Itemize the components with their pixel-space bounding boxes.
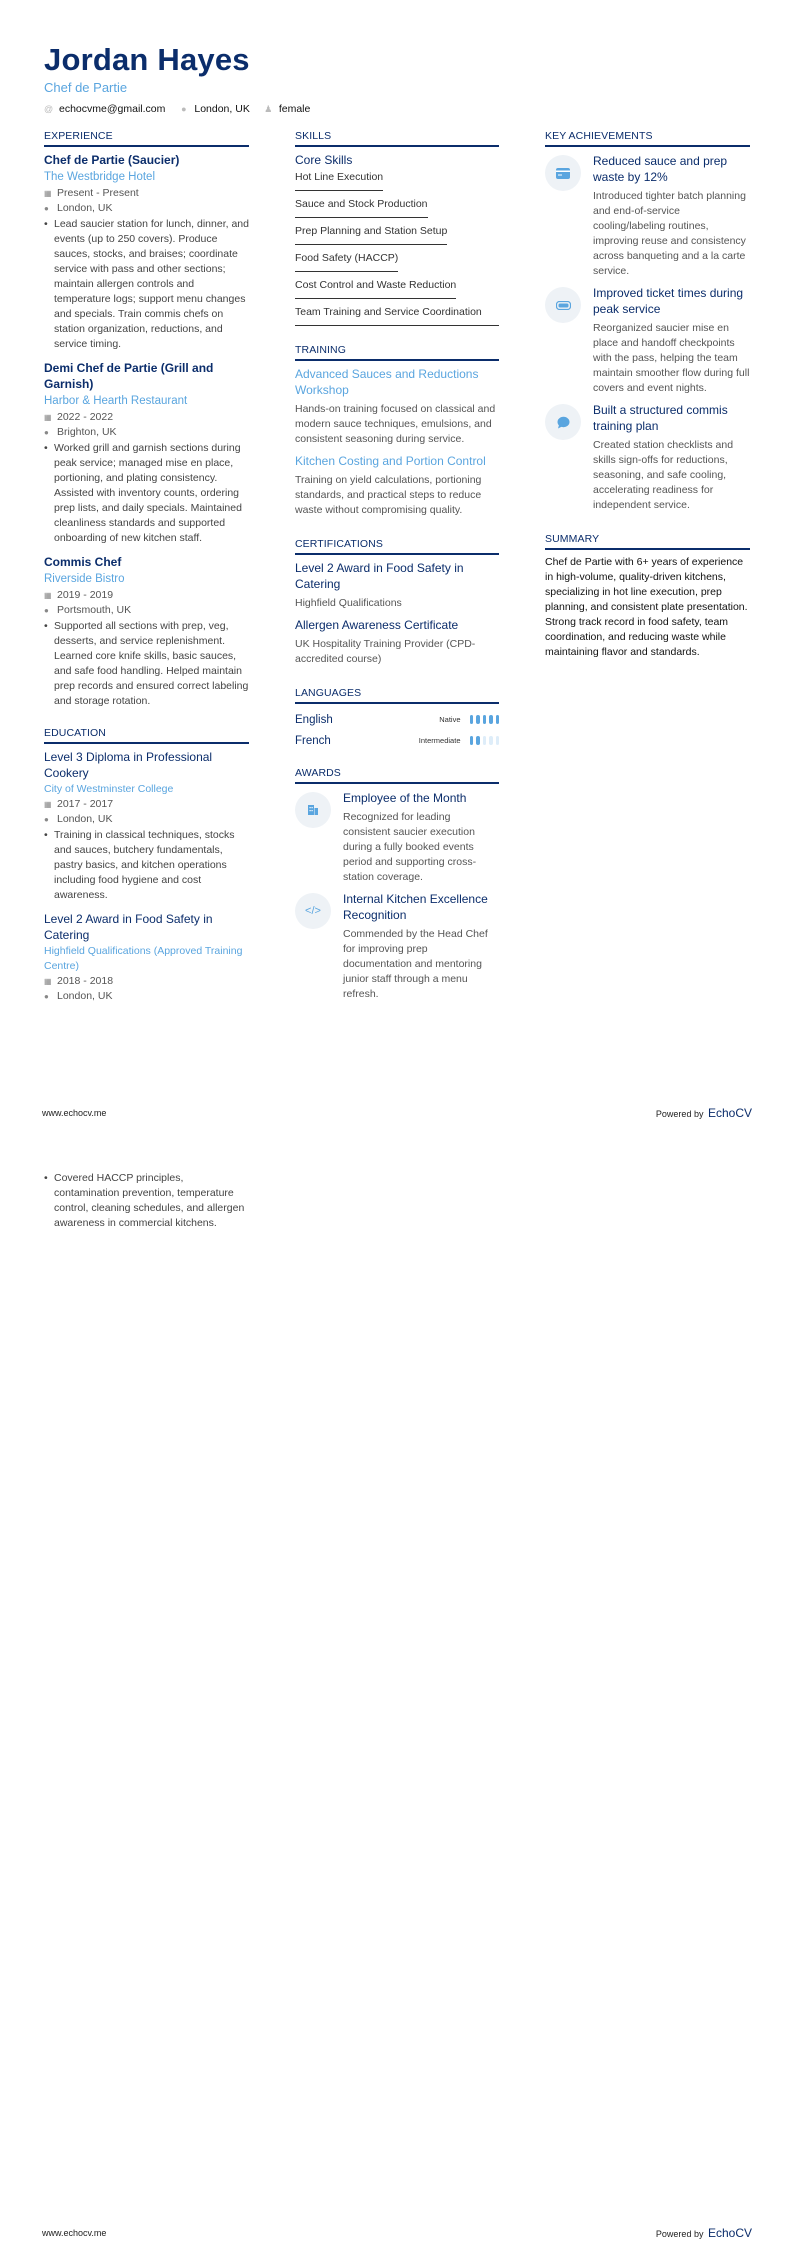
experience-item [44,152,249,352]
website-link[interactable]: www.echocv.me [42,1108,107,1118]
education-item [44,749,249,903]
proficiency-dots [467,715,500,724]
award-title: Employee of the Month [343,791,467,805]
language-level: Intermediate [418,736,461,745]
bullet-icon: • [44,218,48,230]
certifications-heading: CERTIFICATIONS [295,538,499,555]
calendar-icon: ▦ [44,412,52,422]
map-pin-icon: ● [44,814,49,824]
training-title: Kitchen Costing and Portion Control [295,454,486,468]
edu-description: Covered HACCP principles, contamination prevention, temperature control, cleaning schedules, and allergen awareness in commercial kitchens. [54,1172,245,1229]
achievements-heading: KEY ACHIEVEMENTS [545,130,750,147]
calendar-icon: ▦ [44,799,52,809]
skills-list [295,168,499,330]
battery-icon [545,287,581,323]
bullet-icon: • [44,442,48,454]
contact-location [179,103,249,115]
page-footer [42,1106,752,1120]
middle-column [295,130,499,1002]
skill-item: Sauce and Stock Production [295,195,428,218]
achievement-title: Reduced sauce and prep waste by 12% [593,154,728,184]
map-pin-icon: ● [44,203,49,213]
company-name: Riverside Bistro [44,573,125,585]
job-description: Lead saucier station for lunch, dinner, and events (up to 250 covers). Produce sauces, stocks, and braises; coordinate service with pass and other sections; maintain allergen controls and temperature logs; support menu changes and specials. Train commis chefs on station organization, reductions, and service timing. [54,218,249,350]
awards-heading: AWARDS [295,767,499,784]
institution-name: City of Westminster College [44,783,174,795]
edu-location: London, UK [57,990,113,1002]
edu-location: London, UK [57,813,113,825]
job-title: Chef de Partie [44,80,128,95]
skill-category: Core Skills [295,153,353,167]
resume-header [44,42,324,115]
job-role: Chef de Partie (Saucier) [44,153,180,167]
certification-title: Level 2 Award in Food Safety in Catering [295,561,464,591]
award-title: Internal Kitchen Excellence Recognition [343,892,488,922]
bullet-icon: • [44,620,48,632]
job-description: Worked grill and garnish sections during peak service; managed mise en place, portioning, and plating consistency. Assisted with inventory counts, ordering prep lists, and daily specials. Maintained cleanliness standards and supported onboarding of new kitchen staff. [54,442,242,544]
map-pin-icon: ● [44,605,49,615]
gender-text: female [278,103,311,115]
website-link[interactable]: www.echocv.me [42,2228,107,2238]
edu-description: Training in classical techniques, stocks and sauces, butchery fundamentals, pastry basics, and kitchen operations including food hygiene and cost awareness. [54,829,235,901]
brand-link[interactable]: EchoCV [707,1106,752,1120]
training-title: Advanced Sauces and Reductions Workshop [295,367,479,397]
achievement-description: Reorganized saucier mise en place and handoff checkpoints with the pass, helping the team maintain smoother flow during full covers and event nights. [593,322,750,394]
award-description: Recognized for leading consistent saucier execution during a fully booked events period and supporting cross-station coverage. [343,811,477,883]
job-location: London, UK [57,202,113,214]
experience-item [44,360,249,546]
page-footer [42,2226,752,2240]
contact-email[interactable] [44,103,165,115]
achievement-description: Introduced tighter batch planning and end-of-service cooling/labeling routines, improving reuse and consistency across banqueting and a la carte service. [593,190,746,277]
achievement-item [545,153,750,279]
building-icon [295,792,331,828]
achievement-title: Improved ticket times during peak service [593,286,744,316]
email-text: echocvme@gmail.com [59,103,166,115]
skill-item: Cost Control and Waste Reduction [295,276,456,299]
job-location: Brighton, UK [57,426,117,438]
map-pin-icon: ● [181,103,187,114]
user-icon: ♟ [264,103,273,114]
languages-heading: LANGUAGES [295,687,499,704]
institution-name: Highfield Qualifications (Approved Training Centre) [44,945,243,972]
right-column [545,130,750,660]
certification-issuer: UK Hospitality Training Provider (CPD-accredited course) [295,638,476,665]
contact-row [44,103,324,115]
company-name: The Westbridge Hotel [44,171,156,183]
degree-title: Level 2 Award in Food Safety in Catering [44,912,213,942]
skill-item: Food Safety (HACCP) [295,249,398,272]
language-name: French [295,734,331,747]
achievement-title: Built a structured commis training plan [593,403,728,433]
certification-title: Allergen Awareness Certificate [295,618,459,632]
calendar-icon: ▦ [44,976,52,986]
contact-gender [264,103,311,115]
award-description: Commended by the Head Chef for improving prep documentation and mentoring junior staff through a menu refresh. [343,928,488,1000]
summary-heading: SUMMARY [545,533,750,550]
award-item [295,790,499,885]
chat-bubble-icon [545,404,581,440]
experience-item [44,554,249,709]
map-pin-icon: ● [44,427,49,437]
achievement-item [545,285,750,396]
powered-by: Powered by EchoCV [655,1106,752,1120]
company-name: Harbor & Hearth Restaurant [44,395,188,407]
skill-item: Hot Line Execution [295,168,383,191]
experience-heading: EXPERIENCE [44,130,249,147]
proficiency-dots [467,736,500,745]
left-column [44,130,249,1012]
language-name: English [295,713,333,726]
language-level: Native [439,715,461,724]
language-item [295,709,499,730]
job-dates: 2022 - 2022 [57,411,114,423]
summary-text: Chef de Partie with 6+ years of experience in high-volume, quality-driven kitchens, specializing in hot line execution, prep planning, and consistent plate presentation. Strong track record in food safety, team coordination, and reducing waste while maintaining flavor and standards. [545,556,748,658]
achievement-description: Created station checklists and skills sign-offs for reductions, seasoning, and safe cooling, accelerating readiness for independent service. [593,439,734,511]
education-item [44,911,249,1004]
brand-link[interactable]: EchoCV [707,2226,752,2240]
certification-issuer: Highfield Qualifications [295,597,402,609]
training-heading: TRAINING [295,344,499,361]
job-role: Demi Chef de Partie (Grill and Garnish) [44,361,214,391]
calendar-icon: ▦ [44,188,52,198]
job-dates: Present - Present [57,187,139,199]
job-dates: 2019 - 2019 [57,589,114,601]
job-role: Commis Chef [44,555,122,569]
at-icon: @ [44,103,54,114]
job-description: Supported all sections with prep, veg, desserts, and service replenishment. Learned core knife skills, basic sauces, and safe food handling. Helped maintain prep records and ensured correct labeling and storage rotation. [54,620,249,707]
skill-item: Team Training and Service Coordination [295,303,499,326]
language-item [295,730,499,751]
candidate-name: Jordan Hayes [44,42,250,77]
job-location: Portsmouth, UK [57,604,132,616]
award-item [295,891,499,1002]
training-description: Training on yield calculations, portioning standards, and practical steps to reduce waste without compromising quality. [295,474,482,516]
edu-dates: 2018 - 2018 [57,975,114,987]
education-heading: EDUCATION [44,727,249,744]
powered-by: Powered by EchoCV [655,2226,752,2240]
achievement-item [545,402,750,513]
training-description: Hands-on training focused on classical and modern sauce techniques, emulsions, and consistent seasoning during service. [295,403,496,445]
location-text: London, UK [194,103,250,115]
bullet-icon: • [44,1172,48,1184]
map-pin-icon: ● [44,991,49,1001]
bullet-icon: • [44,829,48,841]
calendar-icon: ▦ [44,590,52,600]
skills-heading: SKILLS [295,130,499,147]
education-overflow [44,1170,249,1231]
code-icon: </> [295,893,331,929]
edu-dates: 2017 - 2017 [57,798,114,810]
degree-title: Level 3 Diploma in Professional Cookery [44,750,213,780]
skill-item: Prep Planning and Station Setup [295,222,447,245]
credit-card-icon [545,155,581,191]
